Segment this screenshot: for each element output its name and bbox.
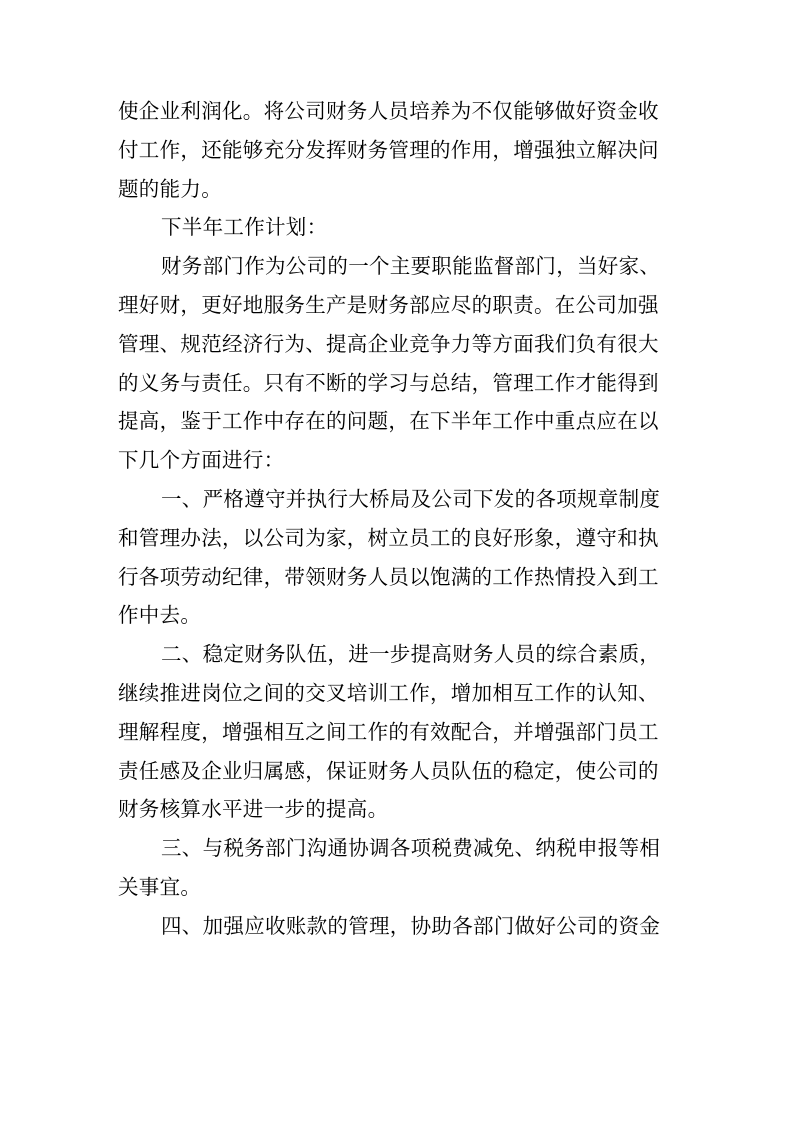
text-line: 作中去。 [118, 603, 202, 628]
document-body [118, 92, 666, 946]
text-line: 提高，鉴于工作中存在的问题，在下半年工作中重点应在以 [118, 409, 659, 434]
list-item-1-start-line: 一、严格遵守并执行大桥局及公司下发的各项规章制度 [161, 486, 661, 511]
text-line: 理好财，更好地服务生产是财务部应尽的职责。在公司加强 [118, 292, 659, 317]
text-line: 财务核算水平进一步的提高。 [118, 797, 389, 822]
text-line: 理解程度，增强相互之间工作的有效配合，并增强部门员工 [118, 719, 659, 744]
text-line: 使企业利润化。将公司财务人员培养为不仅能够做好资金收 [118, 99, 659, 123]
list-item-3-start-line: 三、与税务部门沟通协调各项税费减免、纳税申报等相 [161, 836, 661, 861]
section-heading: 下半年工作计划： [161, 215, 328, 240]
text-line: 继续推进岗位之间的交叉培训工作，增加相互工作的认知、 [118, 680, 659, 705]
list-item-4-start-line: 四、加强应收账款的管理，协助各部门做好公司的资金 [161, 913, 661, 938]
text-line: 管理、规范经济行为、提高企业竞争力等方面我们负有很大 [118, 331, 659, 356]
text-line: 行各项劳动纪律，带领财务人员以饱满的工作热情投入到工 [118, 564, 659, 589]
text-line: 和管理办法，以公司为家，树立员工的良好形象，遵守和执 [118, 525, 659, 550]
text-line: 责任感及企业归属感，保证财务人员队伍的稳定，使公司的 [118, 758, 659, 783]
text-line: 下几个方面进行： [118, 448, 285, 473]
text-line: 题的能力。 [118, 176, 222, 201]
text-line: 关事宜。 [118, 874, 202, 899]
paragraph-start-line: 财务部门作为公司的一个主要职能监督部门，当好家、 [161, 254, 661, 279]
text-line: 付工作，还能够充分发挥财务管理的作用，增强独立解决问 [118, 137, 659, 162]
list-item-2-start-line: 二、稳定财务队伍，进一步提高财务人员的综合素质， [161, 642, 661, 667]
text-line: 的义务与责任。只有不断的学习与总结，管理工作才能得到 [118, 370, 659, 395]
